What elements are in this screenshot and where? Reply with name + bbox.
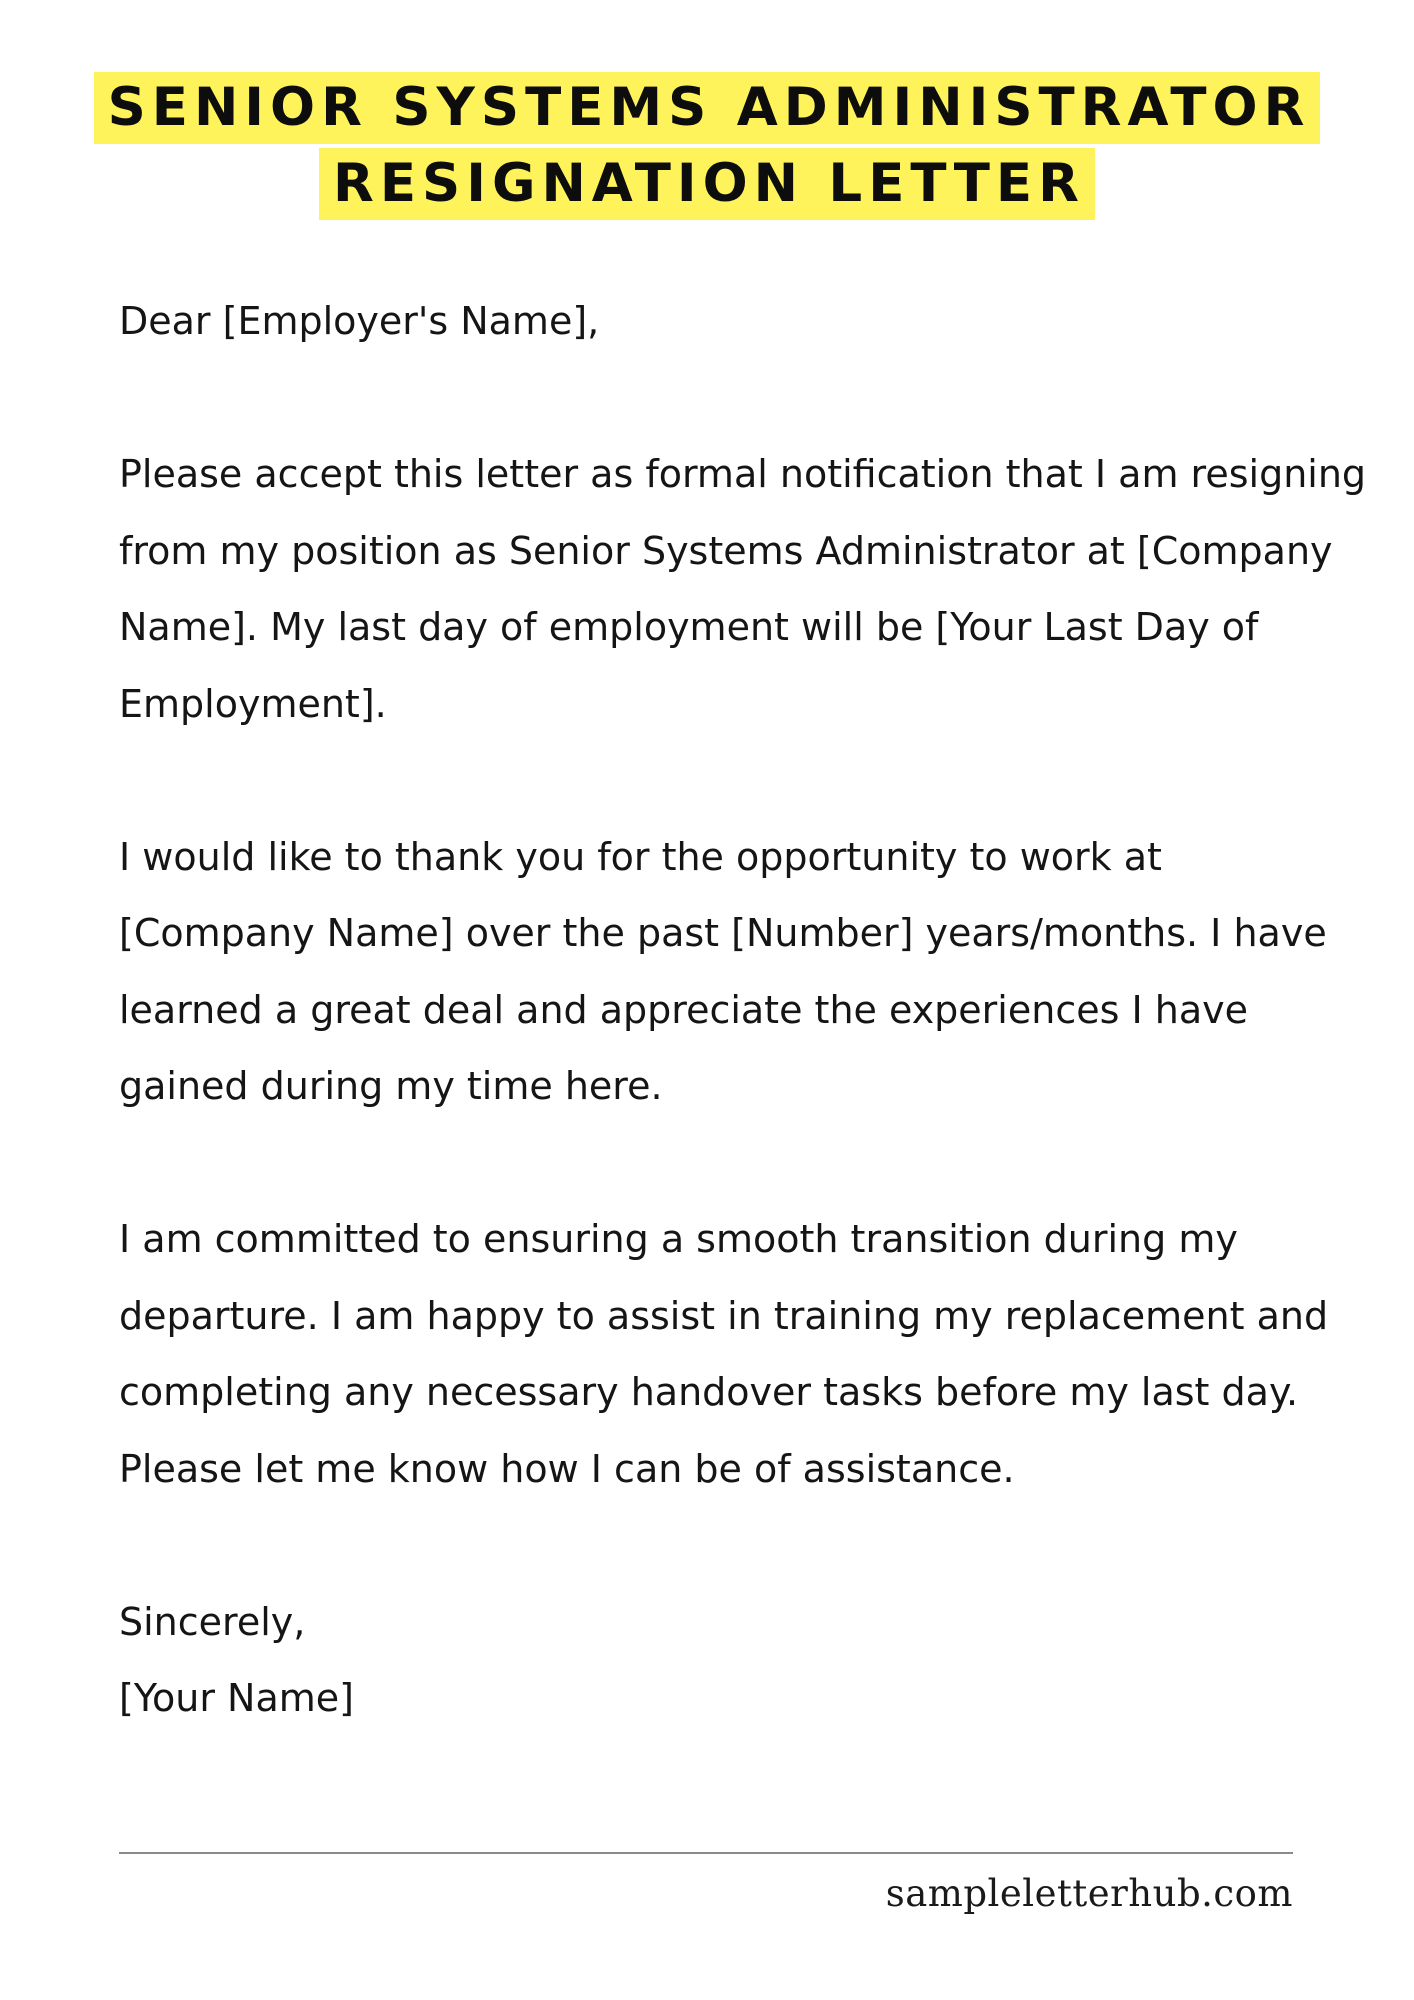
footer-divider (119, 1852, 1293, 1854)
paragraph-spacer (119, 1125, 1369, 1202)
salutation: Dear [Employer's Name], (119, 299, 600, 343)
letter-body (119, 283, 1369, 1737)
paragraph-spacer (119, 742, 1369, 819)
paragraph-3: I am committed to ensuring a smooth transition during my departure. I am happy to assist in training my replacement and completing any necessary handover tasks before my last day. Please let me know how I can be of assistance. (119, 1217, 1329, 1491)
signature: [Your Name] (119, 1676, 354, 1720)
paragraph-spacer (119, 360, 1369, 437)
website-label: sampleletterhub.com (885, 1872, 1293, 1915)
paragraph-2: I would like to thank you for the opportunity to work at [Company Name] over the past [Number] years/months. I have learned a great deal and appreciate the experiences I have gained during my time here. (119, 834, 1327, 1108)
title-line-1: SENIOR SYSTEMS ADMINISTRATOR (94, 72, 1321, 144)
paragraph-spacer (119, 1507, 1369, 1584)
letter-title (0, 72, 1414, 220)
closing: Sincerely, (119, 1599, 306, 1644)
paragraph-1: Please accept this letter as formal notification that I am resigning from my position as Senior Systems Administrator at [Company Name]. My last day of employment will be [Your Last Day of Employment]. (119, 452, 1367, 726)
title-line-2: RESIGNATION LETTER (319, 148, 1095, 220)
